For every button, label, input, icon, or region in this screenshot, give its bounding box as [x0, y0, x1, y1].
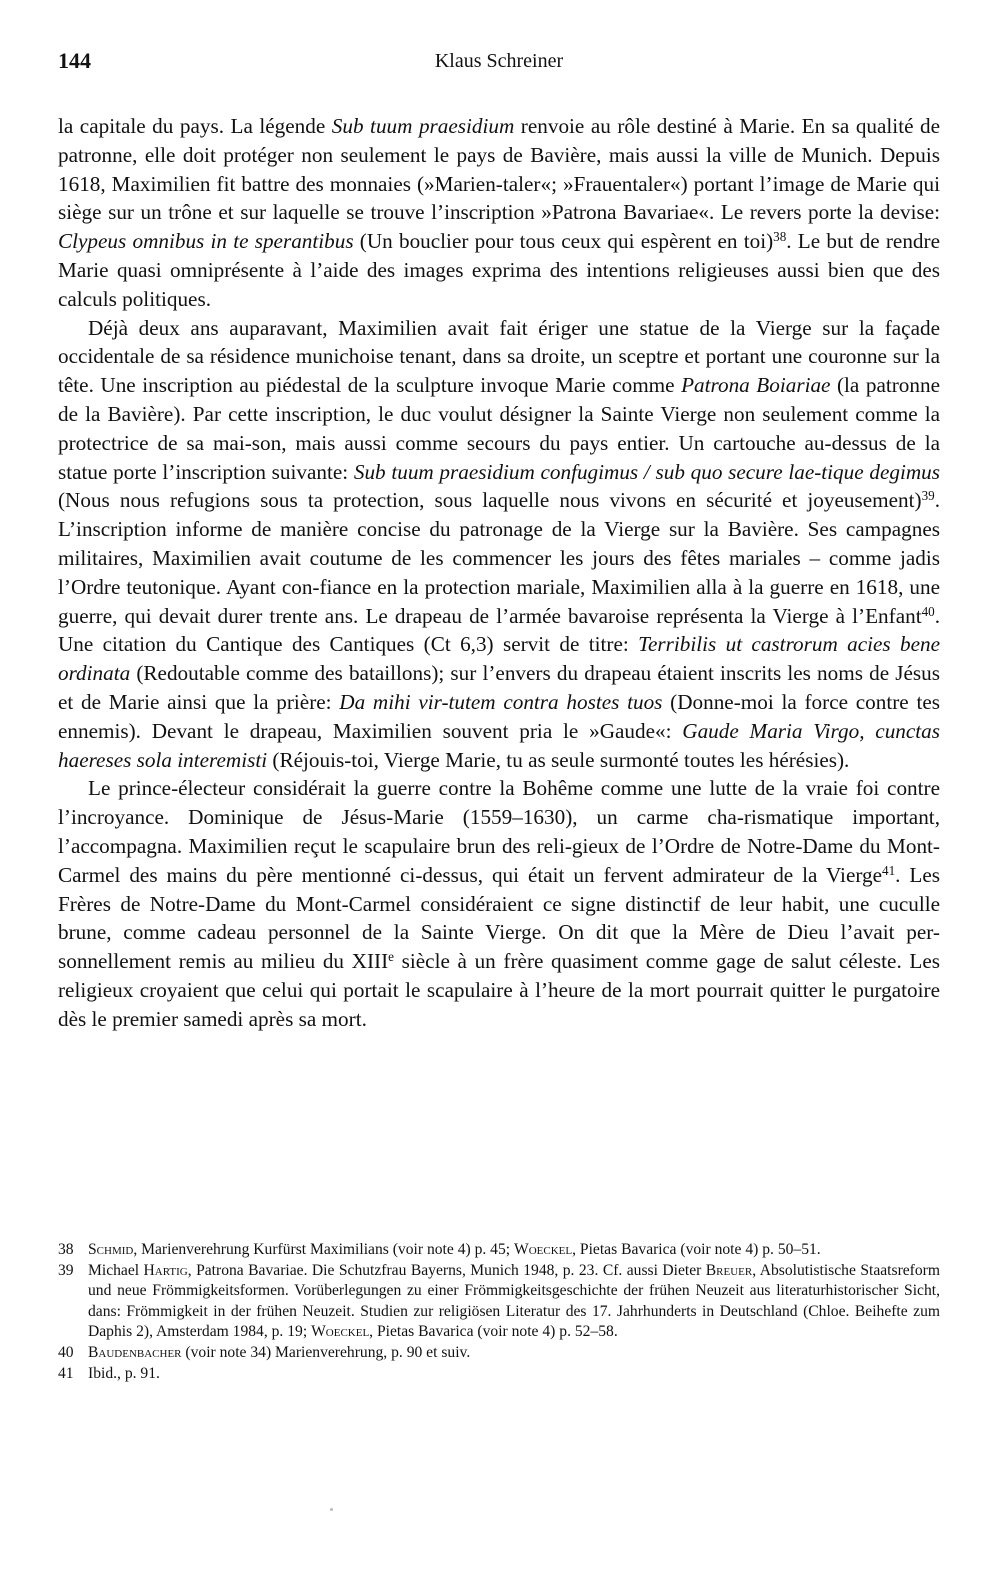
text-run: , Pietas Bavarica (voir note 4) p. 50–51.	[572, 1241, 821, 1258]
latin-quote: Terribilis ut castrorum acies bene ordinata	[58, 632, 940, 686]
text-run: (Donne-moi la force contre tes ennemis). Devant le drapeau, Maximilien souvent pria le »Gaude«:	[58, 689, 940, 743]
text-run: (la patronne de la Bavière). Par cette inscription, le duc voulut désigner la Sainte Vierge non seulement comme la protectrice de sa mai-son, mais aussi comme secours du pays entier. Un cartouche au-dessus de la statue porte l’inscription suivante:	[58, 373, 940, 484]
footnote-ref-40[interactable]: 40	[921, 603, 935, 619]
text-run: renvoie au rôle destiné à Marie. En sa qualité de patronne, elle doit protéger non seulement le pays de Bavière, mais aussi la ville de Munich. Depuis 1618, Maximilien fit battre des monnaies (»Marien-taler«; »Frauentaler«) portant l’image de Marie qui siège sur un trône et sur laquelle se trouve l’inscription »Patrona Bavariae«. Le revers porte la devise:	[58, 114, 940, 225]
text-run: (Nous nous refugions sous ta protection, sous laquelle nous vivons en sécurité et joyeusement)	[58, 488, 922, 513]
text-run: la capitale du pays. La légende	[58, 114, 332, 138]
latin-quote: Da mihi vir-tutem contra hostes tuos	[339, 689, 663, 714]
text-run: Le prince-électeur considérait la guerre contre la Bohême comme une lutte de la vraie foi contre l’incroyance. Dominique de Jésus-Marie (1559–1630), un carme cha-rismatique important, l’accompagna. Maximilien reçut le scapulaire brun des reli-gieux de l’Ordre de Notre-Dame du Mont-Carmel des mains du père mentionné ci-dessus, qui était un fervent admirateur de la Vierge	[58, 776, 940, 887]
paragraph-3	[58, 774, 940, 1033]
text-run: Ibid., p. 91.	[88, 1364, 160, 1382]
footnote-39	[58, 1261, 940, 1343]
page-header	[58, 48, 940, 78]
author-name: Woeckel	[311, 1323, 370, 1341]
text-run: , Patrona Bavariae. Die Schutzfrau Bayerns, Munich 1948, p. 23. Cf. aussi Dieter	[187, 1261, 706, 1279]
author-name: Schmid	[88, 1241, 134, 1258]
footnote-40	[58, 1343, 940, 1364]
text-run: . L’inscription informe de manière concise du patronage de la Vierge sur la Bavière. Ses campagnes militaires, Maximilien avait coutume de les commencer les jours des fêtes mariales – comme jadis l’Ordre teutonique. Ayant con-fiance en la protection mariale, Maximilien alla à la guerre en 1618, une guerre, qui devait durer trente ans. Le drapeau de l’armée bavaroise représenta la Vierge à l’Enfant	[58, 488, 940, 628]
text-run: , Absolutistische Staatsreform und neue Frömmigkeitsformen. Vorüberlegungen zu einer Frömmigkeitsgeschichte der frühen Neuzeit aus literaturhistorischer Sicht, dans: Frömmigkeit in der frühen Neuzeit. Studien zur religiösen Literatur des 17. Jahrhunderts in Deutschland (Chloe. Beihefte zum Daphis 2), Amsterdam 1984, p. 19;	[88, 1261, 940, 1341]
author-name: Hartig	[143, 1261, 188, 1279]
footnote-38	[58, 1240, 940, 1261]
text-run: (voir note 34) Marienverehrung, p. 90 et suiv.	[181, 1343, 471, 1361]
latin-quote: Gaude Maria Virgo, cunctas haereses sola interemisti	[58, 718, 941, 772]
text-run: . Le but de rendre Marie quasi omniprésente à l’aide des images exprima des intentions religieuses aussi bien que des calculs politiques.	[58, 229, 940, 311]
latin-quote: Sub tuum praesidium	[331, 114, 515, 138]
text-run: Déjà deux ans auparavant, Maximilien avait fait ériger une statue de la Vierge sur la façade occidentale de sa résidence munichoise tenant, dans sa droite, un sceptre et portant une couronne sur la tête. Une inscription au piédestal de la sculpture invoque Marie comme	[58, 315, 940, 398]
author-name: Woeckel	[514, 1241, 573, 1258]
footnote-ref-38[interactable]: 38	[773, 228, 787, 244]
century-superscript: e	[388, 948, 394, 964]
footnote-number: 41	[58, 1364, 74, 1382]
text-run: (Un bouclier pour tous ceux qui espèrent en toi)	[353, 229, 774, 254]
text-run: . Les Frères de Notre-Dame du Mont-Carmel considéraient ce signe distinctif de leur habit, une cuculle brune, comme cadeau personnel de la Sainte Vierge. On dit que la Mère de Dieu l’avait per-sonnellement remis au milieu du XIII	[58, 862, 940, 974]
body-text	[58, 112, 940, 1034]
running-head: Klaus Schreiner	[434, 50, 564, 72]
latin-quote: Sub tuum praesidium confugimus / sub quo secure lae-tique degimus	[353, 459, 940, 484]
text-run: Michael	[88, 1261, 144, 1279]
footnote-ref-39[interactable]: 39	[921, 488, 935, 504]
footnote-number: 39	[58, 1261, 74, 1279]
text-run: (Redoutable comme des bataillons); sur l’envers du drapeau étaient inscrits les noms de Jésus et de Marie ainsi que la prière:	[58, 661, 940, 714]
footnote-41	[58, 1364, 940, 1385]
footnote-number: 38	[58, 1241, 74, 1258]
paragraph-2	[58, 314, 940, 775]
paragraph-1	[58, 112, 940, 314]
latin-quote: Patrona Boiariae	[681, 373, 831, 398]
author-name: Baudenbacher	[88, 1343, 182, 1361]
footnote-number: 40	[58, 1343, 74, 1361]
footnote-ref-41[interactable]: 41	[882, 862, 896, 878]
page-number: 144	[58, 48, 91, 73]
author-name: Breuer	[705, 1261, 753, 1279]
text-run: , Pietas Bavarica (voir note 4) p. 52–58.	[369, 1323, 618, 1341]
footnotes	[58, 1240, 940, 1384]
text-run: (Réjouis-toi, Vierge Marie, tu as seule surmonté toutes les hérésies).	[267, 747, 850, 772]
text-run: . Une citation du Cantique des Cantiques (Ct 6,3) servit de titre:	[58, 603, 940, 657]
scan-speck	[330, 1508, 333, 1511]
latin-quote: Clypeus omnibus in te sperantibus	[58, 229, 354, 254]
text-run: siècle à un frère quasiment comme gage de salut céleste. Les religieux croyaient que celui qui portait le scapulaire à l’heure de la mort pourrait quitter le purgatoire dès le premier samedi après sa mort.	[58, 949, 940, 1031]
text-run: , Marienverehrung Kurfürst Maximilians (voir note 4) p. 45;	[133, 1241, 515, 1258]
